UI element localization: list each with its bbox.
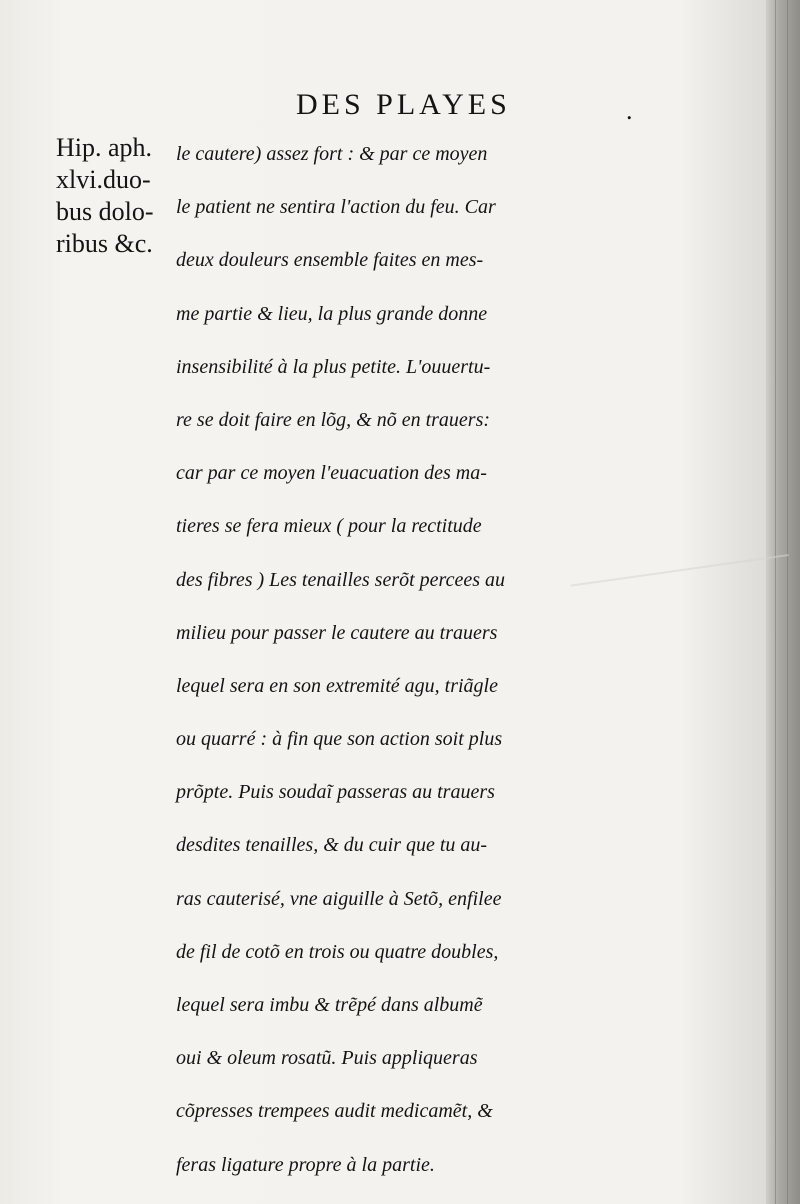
text-line: des fibres ) Les tenailles serõt percees au [176, 568, 506, 591]
page-edge [766, 0, 800, 1204]
text-line: car par ce moyen l'euacuation des ma- [176, 462, 487, 485]
text-line: tieres se fera mieux ( pour la rectitude [176, 515, 482, 538]
text-line: lequel sera imbu & trẽpé dans albumẽ [176, 994, 483, 1016]
text-line: desdites tenailles, & du cuir que tu au- [176, 834, 488, 857]
page-edge-line [787, 0, 788, 1204]
text-line: oui & oleum rosatũ. Puis appliqueras [176, 1047, 478, 1070]
text-line: me partie & lieu, la plus grande donne [176, 302, 488, 325]
text-line: ras cauterisé, vne aiguille à Setõ, enfilee [176, 887, 502, 910]
text-line: insensibilité à la plus petite. L'ouuertu- [176, 355, 491, 378]
running-header: DES PLAYES [296, 88, 511, 121]
header-mark: . [626, 96, 633, 125]
text-line: de fil de cotõ en trois ou quatre doubles, [176, 940, 499, 963]
text-line: lequel sera en son extremité agu, triãgle [176, 674, 498, 697]
margin-note-line: ribus &c. [56, 229, 153, 258]
margin-note-line: bus dolo- [56, 197, 154, 226]
text-line: re se doit faire en lõg, & nõ en trauers: [176, 408, 491, 431]
text-line: cõpresses trempees audit medicamẽt, & [176, 1100, 493, 1123]
margin-note [56, 132, 186, 260]
margin-note-line: xlvi.duo- [56, 165, 151, 194]
text-line: milieu pour passer le cautere au trauers [176, 621, 498, 644]
body-text [176, 128, 746, 1192]
page-edge-line [775, 0, 776, 1204]
margin-note-line: Hip. aph. [56, 133, 153, 162]
text-line: le cautere) assez fort : & par ce moyen [176, 143, 488, 165]
text-line: prõpte. Puis soudaĩ passeras au trauers [176, 781, 495, 804]
text-line: ou quarré : à fin que son action soit plus [176, 728, 503, 751]
text-line: deux douleurs ensemble faites en mes- [176, 249, 484, 272]
text-line: feras ligature propre à la partie. [176, 1153, 435, 1176]
text-line: le patient ne sentira l'action du feu. Car [176, 196, 496, 219]
